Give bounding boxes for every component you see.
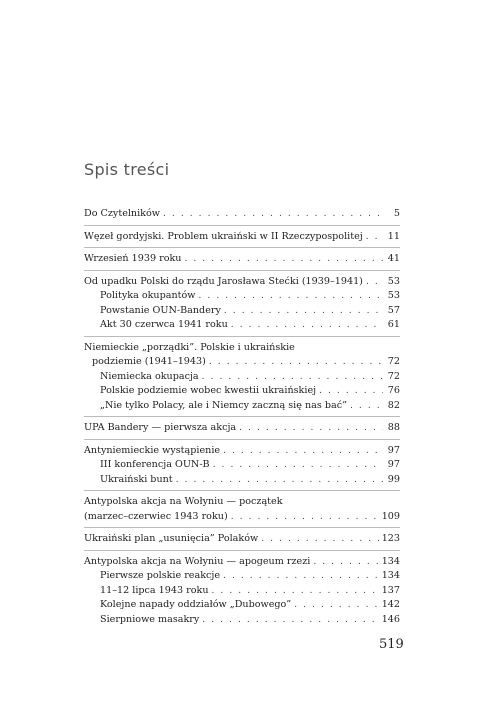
dot-leader — [366, 275, 383, 290]
toc-entry-title: podziemie (1941–1943) — [92, 356, 206, 367]
toc-subentry[interactable] — [84, 304, 400, 319]
toc-entry-title: UPA Bandery — pierwsza akcja — [84, 422, 237, 433]
toc-subentry-page: 99 — [387, 473, 400, 485]
toc-entry[interactable] — [84, 510, 400, 525]
table-of-contents — [84, 207, 400, 634]
dot-leader — [261, 532, 379, 547]
toc-entry[interactable] — [84, 444, 400, 459]
toc-entry[interactable] — [84, 355, 400, 370]
toc-subentry-title: Niemiecka okupacja — [100, 370, 199, 382]
toc-entry[interactable] — [84, 252, 400, 267]
toc-entry-title-line1[interactable]: Niemieckie „porządki”. Polskie i ukraińskie — [84, 341, 295, 353]
toc-subentry-title: Kolejne napady oddziałów „Dubowego” — [100, 599, 292, 610]
toc-group — [84, 252, 400, 271]
toc-group — [84, 555, 400, 631]
dot-leader — [231, 318, 383, 333]
toc-subentry[interactable] — [84, 458, 400, 473]
toc-subentry-page: 146 — [381, 613, 400, 625]
toc-subentry[interactable] — [84, 473, 400, 488]
dot-leader — [176, 473, 383, 488]
dot-leader — [199, 289, 384, 304]
toc-entry-title: Do Czytelników — [84, 208, 160, 219]
toc-subentry-title: Pierwsze polskie reakcje — [100, 570, 221, 581]
toc-entry-title: Od upadku Polski do rządu Jarosława Stećki (1939–1941) — [84, 275, 363, 287]
toc-group — [84, 341, 400, 418]
toc-subentry-title: Powstanie OUN-Bandery — [100, 304, 221, 316]
dot-leader — [209, 355, 383, 370]
dot-leader — [231, 510, 379, 525]
toc-subentry-title: III konferencja OUN-B — [100, 459, 210, 470]
toc-subentry-page: 76 — [387, 385, 400, 396]
toc-group — [84, 532, 400, 551]
toc-entry[interactable] — [84, 421, 400, 436]
toc-subentry-page: 72 — [387, 370, 400, 382]
dot-leader — [239, 421, 383, 436]
toc-entry-page: 109 — [381, 510, 400, 522]
dot-leader — [294, 598, 378, 613]
toc-entry[interactable] — [84, 207, 400, 222]
toc-subentry-title: Polskie podziemie wobec kwestii ukraińskiej — [100, 385, 317, 396]
toc-entry-page: 97 — [387, 444, 400, 456]
toc-entry-title: Węzeł gordyjski. Problem ukraiński w II Rzeczypospolitej — [84, 230, 363, 242]
dot-leader — [366, 230, 383, 245]
dot-leader — [202, 370, 383, 385]
toc-subentry[interactable] — [84, 399, 400, 414]
toc-subentry[interactable] — [84, 289, 400, 304]
page-title: Spis treści — [84, 160, 170, 179]
toc-entry-page: 11 — [387, 230, 400, 242]
toc-entry[interactable] — [84, 532, 400, 547]
dot-leader — [213, 458, 383, 473]
toc-subentry-page: 142 — [381, 599, 400, 610]
toc-subentry[interactable] — [84, 584, 400, 599]
toc-entry-page: 53 — [387, 275, 400, 287]
toc-subentry-title: „Nie tylko Polacy, ale i Niemcy zaczną się nas bać” — [100, 399, 347, 411]
toc-entry[interactable] — [84, 275, 400, 290]
toc-entry-title: Antypolska akcja na Wołyniu — apogeum rzezi — [84, 555, 311, 567]
toc-group — [84, 444, 400, 492]
toc-subentry-page: 57 — [387, 304, 400, 316]
toc-entry-title: Antyniemieckie wystąpienie — [84, 444, 221, 456]
toc-entry-page: 88 — [387, 422, 400, 433]
page-number: 519 — [379, 637, 404, 652]
toc-entry[interactable] — [84, 555, 400, 570]
toc-subentry[interactable] — [84, 370, 400, 385]
toc-subentry-page: 53 — [387, 290, 400, 301]
dot-leader — [223, 444, 383, 459]
toc-subentry-title: Sierpniowe masakry — [100, 613, 200, 625]
toc-group — [84, 207, 400, 226]
dot-leader — [224, 304, 383, 319]
toc-subentry-page: 61 — [387, 319, 400, 330]
dot-leader — [223, 569, 379, 584]
toc-subentry-page: 134 — [381, 570, 400, 581]
dot-leader — [313, 555, 378, 570]
dot-leader — [319, 384, 383, 399]
toc-entry-page: 134 — [381, 555, 400, 567]
toc-subentry[interactable] — [84, 384, 400, 399]
dot-leader — [184, 252, 383, 267]
toc-entry-title: (marzec–czerwiec 1943 roku) — [84, 510, 228, 522]
toc-subentry[interactable] — [84, 613, 400, 628]
toc-entry-page: 123 — [381, 533, 400, 544]
toc-subentry-page: 137 — [381, 584, 400, 596]
toc-group — [84, 421, 400, 440]
toc-subentry-title: Akt 30 czerwca 1941 roku — [100, 319, 228, 330]
toc-group — [84, 275, 400, 337]
dot-leader — [202, 613, 378, 628]
toc-subentry-page: 97 — [387, 459, 400, 470]
dot-leader — [212, 584, 379, 599]
toc-entry-page: 5 — [393, 208, 400, 219]
toc-subentry-title: Polityka okupantów — [100, 290, 196, 301]
dot-leader — [163, 207, 383, 222]
toc-entry[interactable] — [84, 230, 400, 245]
dot-leader — [350, 399, 383, 414]
toc-entry-title: Wrzesień 1939 roku — [84, 253, 182, 264]
toc-subentry-title: Ukraiński bunt — [100, 473, 173, 485]
toc-entry-title-line1[interactable]: Antypolska akcja na Wołyniu — początek — [84, 496, 283, 507]
toc-entry-title: Ukraiński plan „usunięcia” Polaków — [84, 533, 259, 544]
toc-subentry-title: 11–12 lipca 1943 roku — [100, 584, 209, 596]
toc-subentry[interactable] — [84, 598, 400, 613]
toc-entry-page: 72 — [387, 356, 400, 367]
toc-subentry[interactable] — [84, 318, 400, 333]
toc-group — [84, 495, 400, 528]
toc-subentry-page: 82 — [387, 399, 400, 411]
toc-subentry[interactable] — [84, 569, 400, 584]
toc-entry-page: 41 — [387, 253, 400, 264]
toc-group — [84, 230, 400, 249]
